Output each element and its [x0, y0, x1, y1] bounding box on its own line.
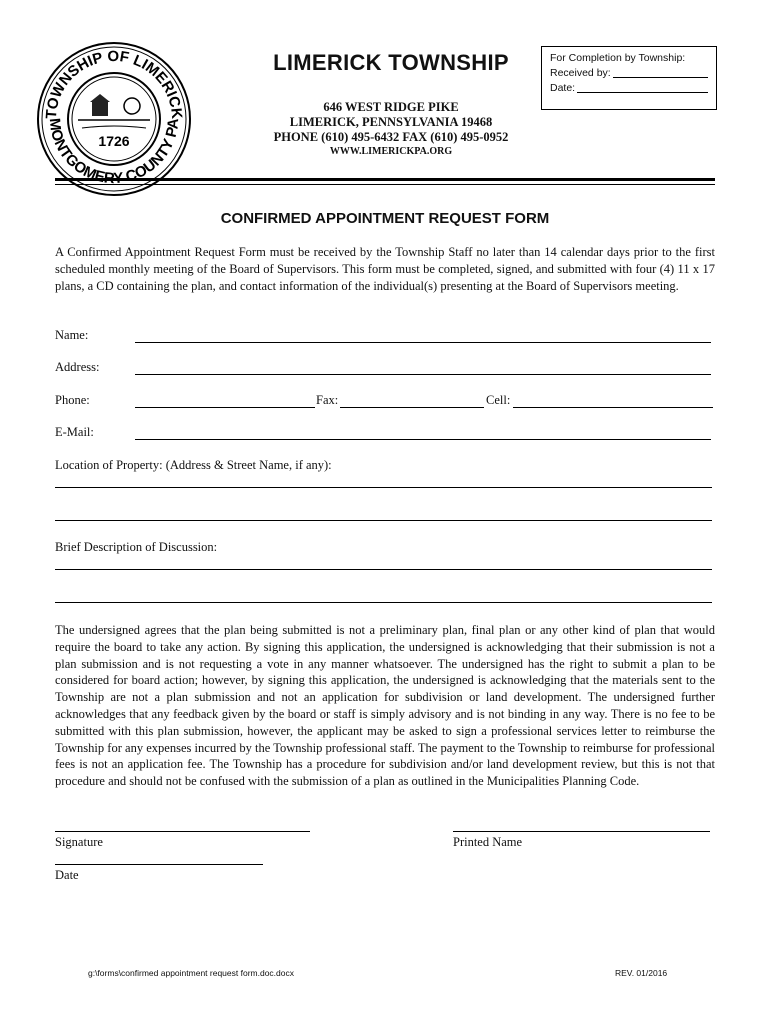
cell-field[interactable]	[513, 407, 713, 408]
intro-paragraph: A Confirmed Appointment Request Form must be received by the Township Staff no later than 14 calendar days prior to the first scheduled monthly meeting of the Board of Supervisors. This form must be completed, signed, and submitted with four (4) 11 x 17 plans, a CD containing the plan, and contact information of the individual(s) presenting at the Board of Supervisors meeting.	[55, 245, 715, 293]
seal-ring-top: TOWNSHIP OF LIMERICK	[42, 47, 186, 120]
completion-date-field[interactable]	[577, 81, 708, 93]
address-label: Address:	[55, 360, 100, 374]
township-title: LIMERICK TOWNSHIP	[273, 50, 509, 75]
fax-label: Fax:	[316, 393, 339, 407]
township-seal	[36, 40, 192, 198]
email-field[interactable]	[135, 439, 711, 440]
address-line-2: LIMERICK, PENNSYLVANIA 19468	[289, 115, 493, 129]
address-line-1: 646 WEST RIDGE PIKE	[323, 100, 459, 114]
name-field[interactable]	[135, 342, 711, 343]
seal-ring-bottom: MONTGOMERY COUNTY PA	[45, 117, 183, 188]
printed-name-label: Printed Name	[453, 835, 523, 849]
completion-date-label: Date:	[550, 82, 576, 94]
location-field-line-2[interactable]	[55, 520, 712, 521]
received-by-row	[550, 66, 708, 81]
description-field-line-1[interactable]	[55, 569, 712, 570]
svg-text:TOWNSHIP OF LIMERICK	[43, 48, 185, 120]
received-by-label: Received by:	[550, 67, 611, 79]
form-title: CONFIRMED APPOINTMENT REQUEST FORM	[220, 210, 550, 227]
fax-field[interactable]	[340, 407, 484, 408]
address-field[interactable]	[135, 374, 711, 375]
footer-revision: REV. 01/2016	[615, 968, 668, 978]
signature-field[interactable]	[55, 831, 310, 832]
township-completion-box	[541, 46, 717, 110]
agreement-paragraph: The undersigned agrees that the plan being submitted is not a preliminary plan, final plan or any other kind of plan that would require the board to take any action. By signing this application, the undersigned is acknowledging that their submission is not a plan submission and is not requesting a vote in any manner whatsoever. The undersigned has the right to submit a plan to be considered for board action; however, by signing this application, the undersigned is acknowledging that the materials sent to the Township are not a plan submission and not an application for subdivision or land development. The undersigned further acknowledges that any feedback given by the board or staff is simply advisory and is not binding in any way. There is no fee to be submitted with this plan submission, however, the applicant may be asked to sign a professional services letter to reimburse the Township for any expenses incurred by the Township professional staff. The payment to the Township to reimburse for professional fees is not an application fee. The Township has a procedure for subdivision and/or land development review, but this is not that procedure and should not be confused with the submission of a plan as outlined in the Municipalities Planning Code.	[55, 623, 715, 789]
received-by-field[interactable]	[613, 66, 708, 78]
svg-text:MONTGOMERY COUNTY PA	[46, 117, 183, 187]
date-field[interactable]	[55, 864, 263, 865]
footer-file-path: g:\forms\confirmed appointment request form.doc.docx	[88, 968, 294, 978]
location-label: Location of Property: (Address & Street Name, if any):	[55, 458, 332, 472]
printed-name-field[interactable]	[453, 831, 710, 832]
cell-label: Cell:	[486, 393, 511, 407]
name-label: Name:	[55, 328, 89, 342]
header-divider-thick	[55, 178, 715, 181]
completion-heading: For Completion by Township:	[550, 52, 686, 64]
signature-label: Signature	[55, 835, 103, 849]
phone-label: Phone:	[55, 393, 90, 407]
header-divider-thin	[55, 184, 715, 185]
township-seal-icon	[36, 40, 192, 198]
date-label: Date	[55, 868, 79, 882]
description-label: Brief Description of Discussion:	[55, 540, 218, 554]
phone-field[interactable]	[135, 407, 315, 408]
completion-date-row	[550, 81, 708, 96]
website: WWW.LIMERICKPA.ORG	[329, 146, 453, 157]
email-label: E-Mail:	[55, 425, 94, 439]
seal-year: 1726	[98, 133, 130, 149]
description-field-line-2[interactable]	[55, 602, 712, 603]
phone-fax-line: PHONE (610) 495-6432 FAX (610) 495-0952	[273, 130, 509, 144]
location-field-line-1[interactable]	[55, 487, 712, 488]
